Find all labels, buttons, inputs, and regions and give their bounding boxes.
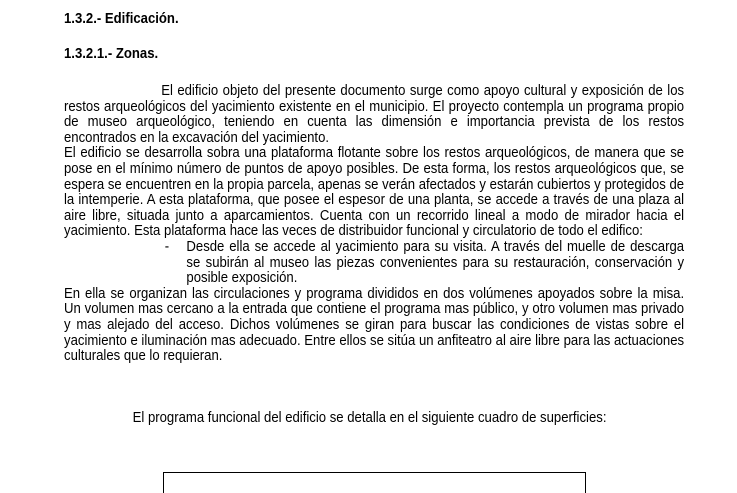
bullet-text: Desde ella se accede al yacimiento para su visita. A través del muelle de descarga se subirán al museo las piezas convenientes para su restauración, conservación y posible exposición. xyxy=(186,238,685,287)
table-caption: El programa funcional del edificio se detalla en el siguiente cuadro de superficies: xyxy=(132,409,607,426)
surface-table xyxy=(163,472,586,493)
section-heading: 1.3.2.- Edificación. xyxy=(64,11,179,27)
paragraph-volumes: En ella se organizan las circulaciones y programa divididos en dos volúmenes apoyados sobre la misa. Un volumen mas cercano a la entrada que contiene el programa mas público, y otro volumen mas privado y mas alejado del acceso. Dichos volúmenes se giran para buscar las condiciones de vistas sobre el yacimiento e iluminación mas adecuado. Entre ellos se sitúa un anfiteatro al aire libre para las actuaciones culturales que lo requieran. xyxy=(64,285,685,365)
paragraph-intro: El edificio objeto del presente documento surge como apoyo cultural y exposición de los restos arqueológicos del yacimiento existente en el municipio. El proyecto contempla un programa propio de museo arqueológico, teniendo en cuenta las dimensión e importancia prevista de los restos encontrados en la excavación del yacimiento. xyxy=(64,83,685,146)
bullet-marker: - xyxy=(164,238,170,255)
document-body xyxy=(64,84,684,426)
subsection-heading: 1.3.2.1.- Zonas. xyxy=(64,46,159,62)
bullet-item xyxy=(165,240,684,287)
paragraph-platform: El edificio se desarrolla sobra una plataforma flotante sobre los restos arqueológicos, de manera que se pose en el mínimo número de puntos de apoyo posibles. De esta forma, los restos arqueológicos que, se espera se encuentren en la propia parcela, apenas se verán afectados y estarán cubiertos y protegidos de la intemperie. A esta plataforma, que posee el espesor de una planta, se accede a través de una plaza al aire libre, situada junto a aparcamientos. Cuenta con un recorrido lineal a modo de mirador hacia el yacimiento. Esta plataforma hace las veces de distribuidor funcional y circulatorio de todo el edifico: xyxy=(64,145,685,240)
